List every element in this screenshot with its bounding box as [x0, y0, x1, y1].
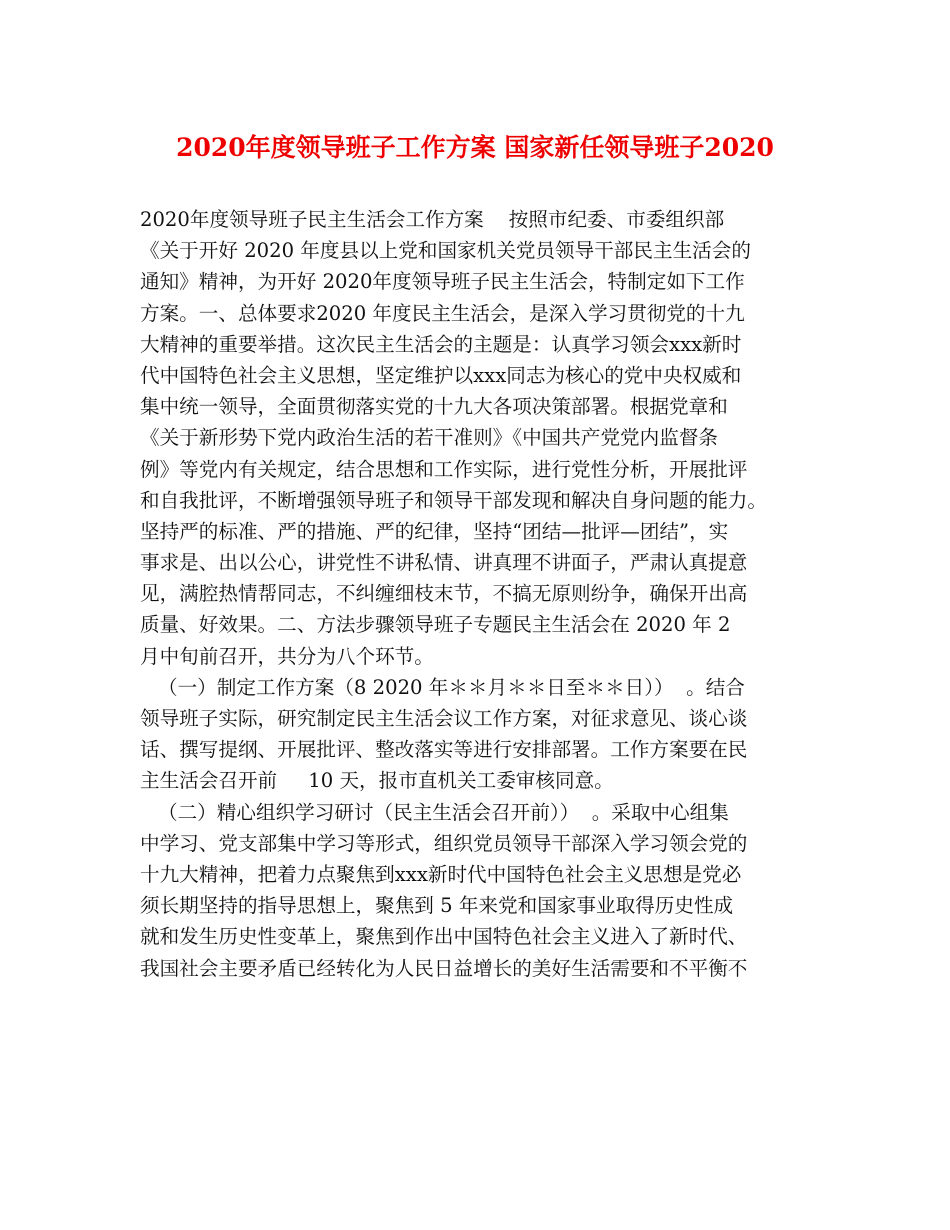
- body-line: 例》等党内有关规定，结合思想和工作实际，进行党性分析，开展批评: [140, 457, 748, 481]
- body-line: 集中统一领导，全面贯彻落实党的十九大各项决策部署。根据党章和: [140, 395, 728, 419]
- body-line: 《关于开好 2020 年度县以上党和国家机关党员领导干部民主生活会的: [140, 239, 751, 263]
- body-line: 《关于新形势下党内政治生活的若干准则》《中国共产党党内监督条: [140, 426, 719, 450]
- body-line: 就和发生历史性变革上，聚焦到作出中国特色社会主义进入了新时代、: [140, 925, 748, 949]
- body-line: 和自我批评，不断增强领导班子和领导干部发现和解决自身问题的能力。: [140, 488, 767, 512]
- body-line: （二）精心组织学习研讨（民主生活会召开前）） 。采取中心组集: [158, 800, 729, 824]
- body-line: 大精神的重要举措。这次民主生活会的主题是：认真学习领会xxx新时: [140, 332, 742, 356]
- document-title: 2020年度领导班子工作方案 国家新任领导班子2020: [176, 133, 774, 162]
- body-line: 中学习、党支部集中学习等形式，组织党员领导干部深入学习领会党的: [140, 831, 748, 855]
- body-line: 主生活会召开前 10 天，报市直机关工委审核同意。: [140, 769, 614, 793]
- body-line: 我国社会主要矛盾已经转化为人民日益增长的美好生活需要和不平衡不: [140, 956, 748, 980]
- body-line: 月中旬前召开，共分为八个环节。: [140, 644, 434, 668]
- body-line: 通知》精神，为开好 2020年度领导班子民主生活会，特制定如下工作: [140, 270, 745, 294]
- body-line: 质量、好效果。二、方法步骤领导班子专题民主生活会在 2020 年 2: [140, 613, 731, 637]
- body-line: 须长期坚持的指导思想上，聚焦到 5 年来党和国家事业取得历史性成: [140, 894, 734, 918]
- body-line: （一）制定工作方案（8 2020 年＊＊月＊＊日至＊＊日）） 。结合: [158, 675, 745, 699]
- body-line: 见，满腔热情帮同志，不纠缠细枝末节，不搞无原则纷争，确保开出高: [140, 582, 748, 606]
- body-line: 事求是、出以公心，讲党性不讲私情、讲真理不讲面子，严肃认真提意: [140, 551, 748, 575]
- body-line: 代中国特色社会主义思想，坚定维护以xxx同志为核心的党中央权威和: [140, 363, 742, 387]
- body-line: 领导班子实际，研究制定民主生活会议工作方案，对征求意见、谈心谈: [140, 707, 748, 730]
- body-line: 十九大精神，把着力点聚焦到xxx新时代中国特色社会主义思想是党必: [140, 862, 742, 886]
- document-body: [140, 204, 815, 984]
- body-line: 2020年度领导班子民主生活会工作方案 按照市纪委、市委组织部: [140, 208, 725, 231]
- body-line: 坚持严的标准、严的措施、严的纪律，坚持“团结—批评—团结”，实: [140, 519, 729, 543]
- body-line: 方案。一、总体要求2020 年度民主生活会，是深入学习贯彻党的十九: [140, 301, 745, 325]
- body-line: 话、撰写提纲、开展批评、整改落实等进行安排部署。工作方案要在民: [140, 738, 748, 762]
